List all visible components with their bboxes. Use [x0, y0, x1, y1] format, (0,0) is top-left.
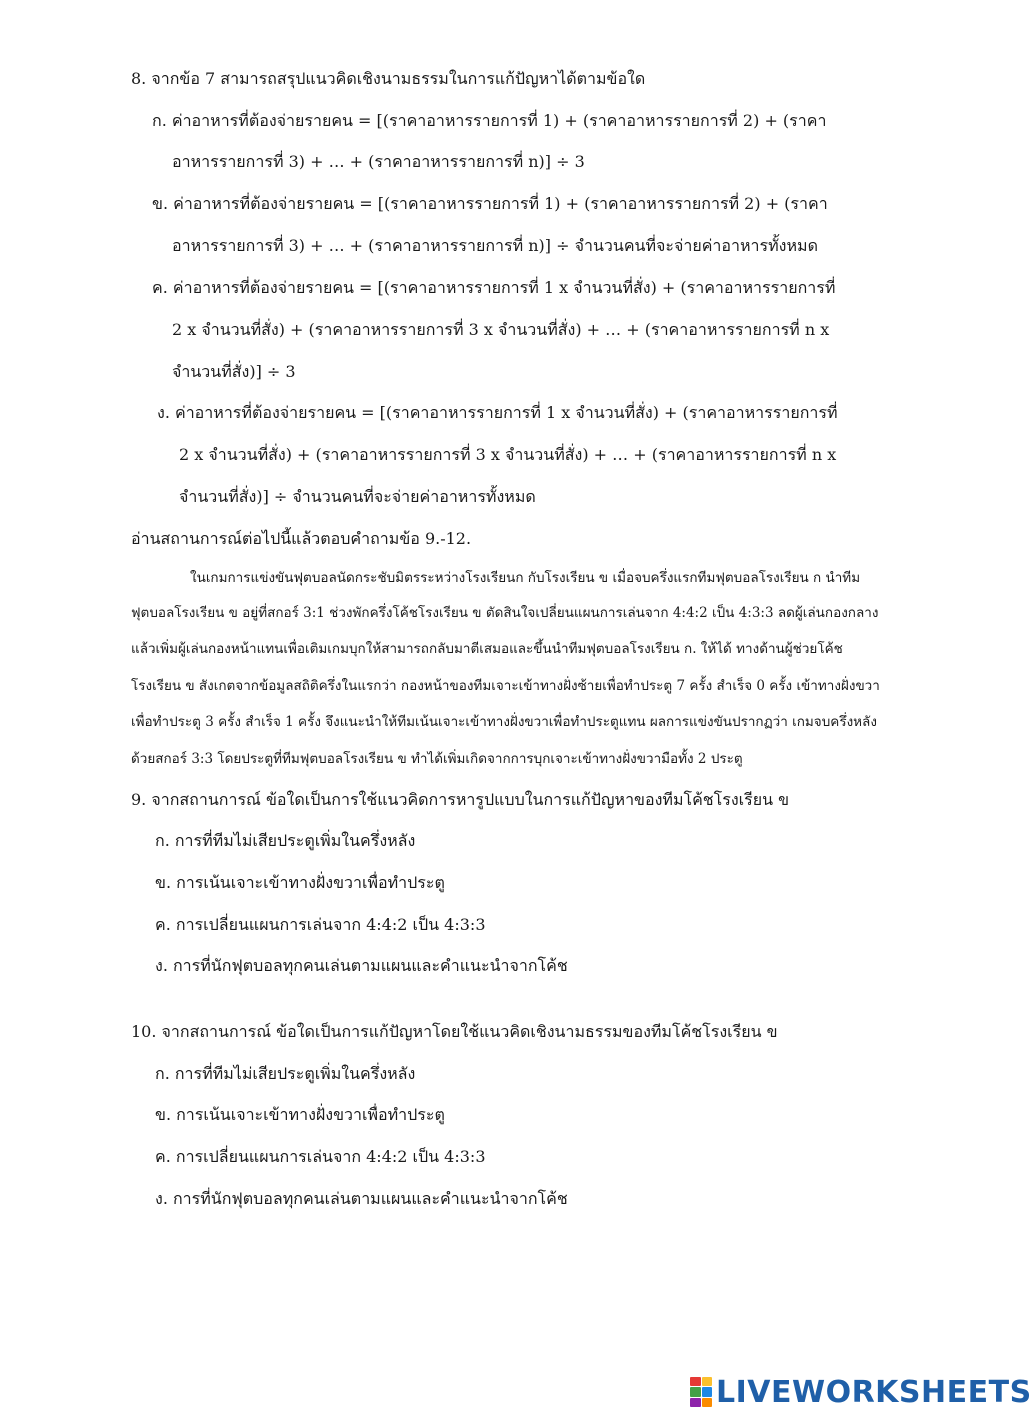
question-9-choice-d[interactable]: ง. การที่นักฟุตบอลทุกคนเล่นตามแผนและคำแนะนำจากโค้ช: [155, 956, 568, 975]
question-8-choice-c-cont-1: 2 x จำนวนที่สั่ง) + (ราคาอาหารรายการที่ 3 x จำนวนที่สั่ง) + … + (ราคาอาหารรายการที่ n x: [172, 320, 830, 339]
question-8-choice-d-cont-1: 2 x จำนวนที่สั่ง) + (ราคาอาหารรายการที่ 3 x จำนวนที่สั่ง) + … + (ราคาอาหารรายการที่ n x: [179, 445, 837, 464]
passage-line-3: แล้วเพิ่มผู้เล่นกองหน้าแทนเพื่อเติมเกมบุกให้สามารถกลับมาตีเสมอและขึ้นนำทีมฟุตบอลโรงเรียน ก. ให้ได้ ทางด้านผู้ช่วยโค้ช: [131, 641, 843, 657]
logo-mark-cell: [690, 1398, 701, 1407]
passage-line-2: ฟุตบอลโรงเรียน ข อยู่ที่สกอร์ 3:1 ช่วงพักครึ่งโค้ชโรงเรียน ข ตัดสินใจเปลี่ยนแผนการเล่นจาก 4:4:2 เป็น 4:3:3 ลดผู้เล่นกองกลาง: [131, 605, 879, 621]
question-8-choice-d[interactable]: ง. ค่าอาหารที่ต้องจ่ายรายคน = [(ราคาอาหารรายการที่ 1 x จำนวนที่สั่ง) + (ราคาอาหารรายการที่: [157, 403, 838, 422]
passage-line-1: ในเกมการแข่งขันฟุตบอลนัดกระชับมิตรระหว่างโรงเรียนก กับโรงเรียน ข เมื่อจบครึ่งแรกทีมฟุตบอลโรงเรียน ก นำทีม: [190, 570, 861, 586]
question-8-choice-d-cont-2: จำนวนที่สั่ง)] ÷ จำนวนคนที่จะจ่ายค่าอาหารทั้งหมด: [179, 487, 536, 506]
question-8-stem: 8. จากข้อ 7 สามารถสรุปแนวคิดเชิงนามธรรมในการแก้ปัญหาได้ตามข้อใด: [131, 69, 646, 88]
question-9-choice-a[interactable]: ก. การที่ทีมไม่เสียประตูเพิ่มในครึ่งหลัง: [155, 831, 416, 850]
logo-mark-cell: [690, 1387, 701, 1396]
logo-mark-cell: [702, 1377, 713, 1386]
logo-mark-cell: [702, 1398, 713, 1407]
question-9-choice-c[interactable]: ค. การเปลี่ยนแผนการเล่นจาก 4:4:2 เป็น 4:3:3: [155, 915, 486, 934]
question-8-choice-b[interactable]: ข. ค่าอาหารที่ต้องจ่ายรายคน = [(ราคาอาหารรายการที่ 1) + (ราคาอาหารรายการที่ 2) + (ราคา: [152, 194, 828, 213]
logo-mark-cell: [690, 1377, 701, 1386]
question-10-choice-d[interactable]: ง. การที่นักฟุตบอลทุกคนเล่นตามแผนและคำแนะนำจากโค้ช: [155, 1189, 568, 1208]
logo-text: LIVEWORKSHEETS: [716, 1374, 1032, 1410]
question-8-choice-c-cont-2: จำนวนที่สั่ง)] ÷ 3: [172, 362, 296, 381]
instruction: อ่านสถานการณ์ต่อไปนี้แล้วตอบคำถามข้อ 9.-12.: [131, 529, 472, 548]
question-10-stem: 10. จากสถานการณ์ ข้อใดเป็นการแก้ปัญหาโดยใช้แนวคิดเชิงนามธรรมของทีมโค้ชโรงเรียน ข: [131, 1022, 778, 1041]
logo-mark-cell: [702, 1387, 713, 1396]
question-9-choice-b[interactable]: ข. การเน้นเจาะเข้าทางฝั่งขวาเพื่อทำประตู: [155, 873, 445, 892]
passage-line-4: โรงเรียน ข สังเกตจากข้อมูลสถิติครึ่งในแรกว่า กองหน้าของทีมเจาะเข้าทางฝั่งซ้ายเพื่อทำประตู 7 ครั้ง สำเร็จ 0 ครั้ง เข้าทางฝั่งขวา: [131, 678, 880, 694]
passage-line-6: ด้วยสกอร์ 3:3 โดยประตูที่ทีมฟุตบอลโรงเรียน ข ทำได้เพิ่มเกิดจากการบุกเจาะเข้าทางฝั่งขวามือทั้ง 2 ประตู: [131, 751, 743, 767]
question-8-choice-a-cont: อาหารรายการที่ 3) + … + (ราคาอาหารรายการที่ n)] ÷ 3: [172, 152, 585, 171]
question-10-choice-b[interactable]: ข. การเน้นเจาะเข้าทางฝั่งขวาเพื่อทำประตู: [155, 1105, 445, 1124]
question-9-stem: 9. จากสถานการณ์ ข้อใดเป็นการใช้แนวคิดการหารูปแบบในการแก้ปัญหาของทีมโค้ชโรงเรียน ข: [131, 790, 790, 809]
passage-line-5: เพื่อทำประตู 3 ครั้ง สำเร็จ 1 ครั้ง จึงแนะนำให้ทีมเน้นเจาะเข้าทางฝั่งขวาเพื่อทำประตูแทน ผลการแข่งขันปรากฏว่า เกมจบครึ่งหลัง: [131, 714, 877, 730]
question-10-choice-c[interactable]: ค. การเปลี่ยนแผนการเล่นจาก 4:4:2 เป็น 4:3:3: [155, 1147, 486, 1166]
question-8-choice-a[interactable]: ก. ค่าอาหารที่ต้องจ่ายรายคน = [(ราคาอาหารรายการที่ 1) + (ราคาอาหารรายการที่ 2) + (ราคา: [152, 111, 827, 130]
question-8-choice-b-cont: อาหารรายการที่ 3) + … + (ราคาอาหารรายการที่ n)] ÷ จำนวนคนที่จะจ่ายค่าอาหารทั้งหมด: [172, 236, 818, 255]
logo-mark-icon: [690, 1377, 712, 1407]
liveworksheets-logo: [690, 1372, 1032, 1412]
question-8-choice-c[interactable]: ค. ค่าอาหารที่ต้องจ่ายรายคน = [(ราคาอาหารรายการที่ 1 x จำนวนที่สั่ง) + (ราคาอาหารรายการที่: [152, 278, 836, 297]
question-10-choice-a[interactable]: ก. การที่ทีมไม่เสียประตูเพิ่มในครึ่งหลัง: [155, 1064, 416, 1083]
